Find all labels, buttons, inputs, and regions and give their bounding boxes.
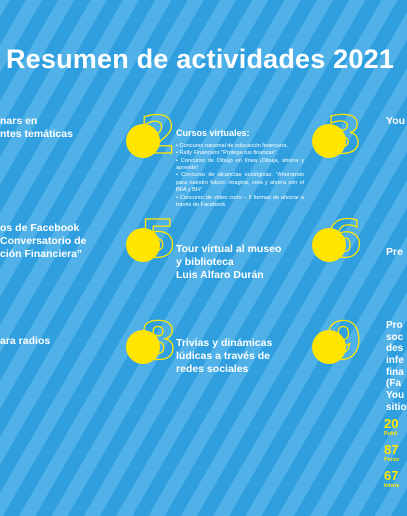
item-4-line-2: Conversatorio de xyxy=(0,234,87,247)
item-8-line-3: redes sociales xyxy=(176,362,249,375)
item-2-bullet-4: • Concurso de alcancías ecológicas: "Ahorrando para nuestro futuro: imagina, crea y ahorra con el BFA y BH" xyxy=(176,172,304,194)
item-5-text xyxy=(176,243,281,281)
stat-interactions xyxy=(384,469,399,489)
number-5-badge xyxy=(126,210,178,270)
number-6-outline: 6 xyxy=(326,210,363,270)
item-4-line-1: os de Facebook xyxy=(0,222,80,234)
item-1-text xyxy=(0,115,73,141)
number-9-badge xyxy=(312,312,364,372)
stat-label: Publi xyxy=(384,431,398,437)
stat-publications xyxy=(384,417,399,437)
page-title: Resumen de actividades 2021 xyxy=(5,44,395,74)
item-8-text xyxy=(176,337,272,375)
number-8-badge xyxy=(126,312,178,372)
item-9-line-4: infe xyxy=(386,355,404,367)
number-3-outline: 3 xyxy=(326,106,363,166)
item-4-line-3: ción Financiera" xyxy=(0,247,83,260)
item-6-text: Pre xyxy=(386,246,403,258)
stat-people xyxy=(384,443,399,463)
item-9-line-1: Pro xyxy=(386,320,403,331)
item-4-text xyxy=(0,222,86,260)
item-9-line-7: You xyxy=(386,390,405,402)
item-9-line-5: fina xyxy=(386,366,404,378)
item-2-bullet-1: • Concurso nacional de educación financiera. xyxy=(176,142,289,149)
number-6-badge xyxy=(312,210,364,270)
item-7-text: ara radios xyxy=(0,335,51,347)
item-9-line-3: des xyxy=(386,343,404,355)
number-2-outline: 2 xyxy=(140,106,177,166)
item-9-line-8: sitio xyxy=(386,401,407,413)
item-9-line-2: soc xyxy=(386,331,404,343)
stat-label: Intera xyxy=(384,483,399,489)
item-3-text: You xyxy=(386,115,406,127)
item-8-line-1: Trivias y dinámicas xyxy=(176,337,273,349)
item-2-bullet-5: • Concurso de video corto – 5 formas de ahorrar a través de Facebook. xyxy=(176,194,304,208)
stat-value: 67 xyxy=(384,468,399,483)
item-2-bullet-2: • Rally Financiero "Protege tus finanzas". xyxy=(176,150,278,157)
item-9-text xyxy=(386,320,407,414)
item-2-heading: Cursos virtuales: xyxy=(176,128,250,138)
number-9-outline: 9 xyxy=(326,312,363,372)
item-9-line-6: (Fa xyxy=(386,378,401,390)
item-2-courses xyxy=(176,128,304,209)
item-9-stats xyxy=(384,417,399,489)
stat-label: Perso xyxy=(384,457,400,463)
number-5-outline: 5 xyxy=(140,210,177,270)
item-2-bullet-3: • Concurso de Dibujo en línea ¡Dibuja, ahorra y aprende! xyxy=(176,157,304,171)
item-5-line-2: y biblioteca xyxy=(176,255,234,268)
stat-value: 20 xyxy=(384,416,399,431)
number-2-badge xyxy=(126,106,178,166)
item-1-line-2: ntes temáticas xyxy=(0,127,73,140)
stat-value: 87 xyxy=(384,442,399,457)
item-5-line-1: Tour virtual al museo xyxy=(176,243,282,255)
number-3-badge xyxy=(312,106,364,166)
item-1-line-1: nars en xyxy=(0,115,38,127)
number-8-outline: 8 xyxy=(140,312,177,372)
item-8-line-2: lúdicas a través de xyxy=(176,349,270,362)
item-5-line-3: Luis Alfaro Durán xyxy=(176,268,264,281)
